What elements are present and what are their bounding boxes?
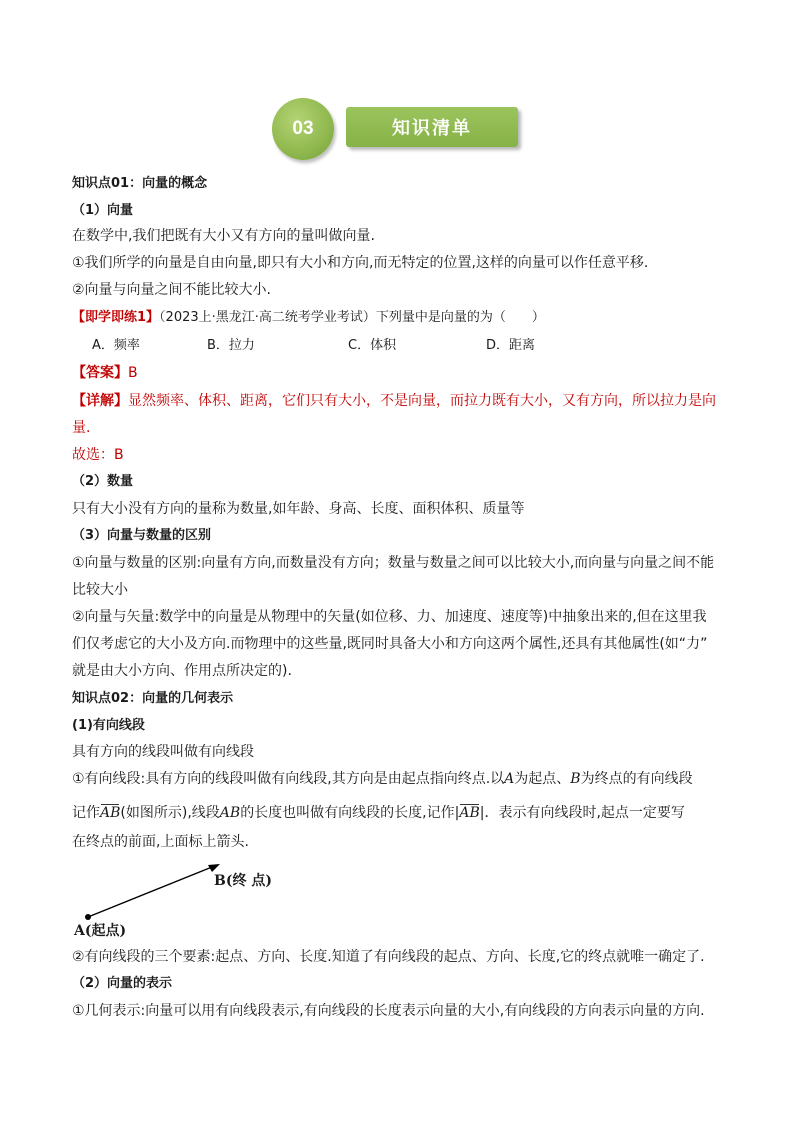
directed-segment-figure — [72, 858, 302, 940]
kp1-sub3: （3）向量与数量的区别 — [72, 528, 212, 543]
segment-line — [88, 867, 212, 917]
vector-ab-notation: AB — [100, 805, 121, 821]
detail-tag: 【详解】 — [72, 393, 128, 409]
kp2-p4: ①几何表示:向量可以用有向线段表示,有向线段的长度表示向量的大小,有向线段的方向表示向量的方向. — [72, 1003, 705, 1019]
kp1-p2: ①我们所学的向量是自由向量,即只有大小和方向,而无特定的位置,这样的向量可以作任意平移. — [72, 255, 649, 271]
kp1-p4: 只有大小没有方向的量称为数量,如年龄、身高、长度、面积体积、质量等 — [72, 501, 525, 517]
kp1-sub1: （1）向量 — [72, 203, 134, 218]
kp2-p3: ②有向线段的三个要素:起点、方向、长度.知道了有向线段的起点、方向、长度,它的终点就唯一确定了. — [72, 949, 705, 965]
kp2-p2b — [72, 803, 732, 823]
kp2-p1: 具有方向的线段叫做有向线段 — [72, 744, 254, 760]
kp2-heading: 知识点02：向量的几何表示 — [72, 691, 234, 706]
segment-ab-notation: AB — [219, 805, 241, 821]
kp1-p6a: ②向量与矢量:数学中的向量是从物理中的矢量(如位移、力、加速度、速度等)中抽象出来的,但在这里我 — [72, 609, 707, 625]
choice-line — [72, 445, 732, 465]
exercise-stem-line — [72, 308, 732, 328]
kp2-p2a-text2: 为起点、 — [514, 771, 571, 787]
kp1-p5b: 比较大小 — [72, 582, 128, 598]
kp2-p2c: 在终点的前面,上面标上箭头. — [72, 834, 249, 850]
option-c: C．体积 — [348, 338, 397, 353]
kp1-heading: 知识点01：向量的概念 — [72, 176, 208, 191]
kp2-sub2: （2）向量的表示 — [72, 976, 173, 991]
kp2-p2a-text3: 为终点的有向线段 — [580, 771, 693, 787]
section-title: 知识清单 — [346, 107, 518, 147]
vector-ab-length-notation: AB — [459, 805, 480, 821]
section-header — [272, 98, 524, 160]
kp2-p2b-text1: 记作 — [72, 805, 100, 821]
kp2-p2a — [72, 769, 732, 789]
detail-line-2: 量. — [72, 420, 91, 436]
kp2-sub1: (1)有向线段 — [72, 718, 145, 733]
option-b: B．拉力 — [207, 338, 255, 353]
exercise-stem: （2023上·黑龙江·高二统考学业考试）下列量中是向量的为（ ） — [159, 310, 545, 325]
answer-tag: 【答案】 — [72, 365, 128, 381]
detail-line-1 — [72, 391, 732, 411]
exercise-tag: 【即学即练1】 — [72, 310, 160, 325]
start-point-label: A(起点) — [74, 923, 127, 939]
kp1-p5a: ①向量与数量的区别:向量有方向,而数量没有方向；数量与数量之间可以比较大小,而向量与向量之间不能 — [72, 555, 715, 571]
option-d: D．距离 — [486, 338, 536, 353]
kp2-p2b-text4: |．表示有向线段时,起点一定要写 — [479, 805, 685, 821]
detail-text: 显然频率、体积、距离，它们只有大小，不是向量，而拉力既有大小，又有方向，所以拉力是向 — [128, 393, 716, 409]
kp1-p6c: 就是由大小方向、作用点所决定的). — [72, 663, 292, 679]
choice-prefix: 故选： — [72, 447, 114, 463]
section-number-badge: 03 — [272, 98, 334, 160]
option-a: A．频率 — [92, 338, 140, 353]
choice-value: B — [114, 447, 124, 463]
answer-line — [72, 363, 732, 383]
kp1-p1: 在数学中,我们把既有大小又有方向的量叫做向量. — [72, 228, 375, 244]
kp2-p2b-text2: (如图所示),线段 — [120, 805, 220, 821]
kp2-p2a-text1: ①有向线段:具有方向的线段叫做有向线段,其方向是由起点指向终点.以 — [72, 771, 505, 787]
kp1-sub2: （2）数量 — [72, 474, 134, 489]
point-b-label: B — [570, 771, 581, 787]
answer-value: B — [128, 365, 138, 381]
kp2-p2b-text3: 的长度也叫做有向线段的长度,记作| — [240, 805, 460, 821]
kp1-p3: ②向量与向量之间不能比较大小. — [72, 282, 272, 298]
point-a-label: A — [504, 771, 515, 787]
end-point-label: B(终 点) — [214, 873, 272, 889]
exercise-options — [72, 336, 732, 356]
kp1-p6b: 们仅考虑它的大小及方向.而物理中的这些量,既同时具备大小和方向这两个属性,还具有其他属性(如“力” — [72, 636, 708, 652]
